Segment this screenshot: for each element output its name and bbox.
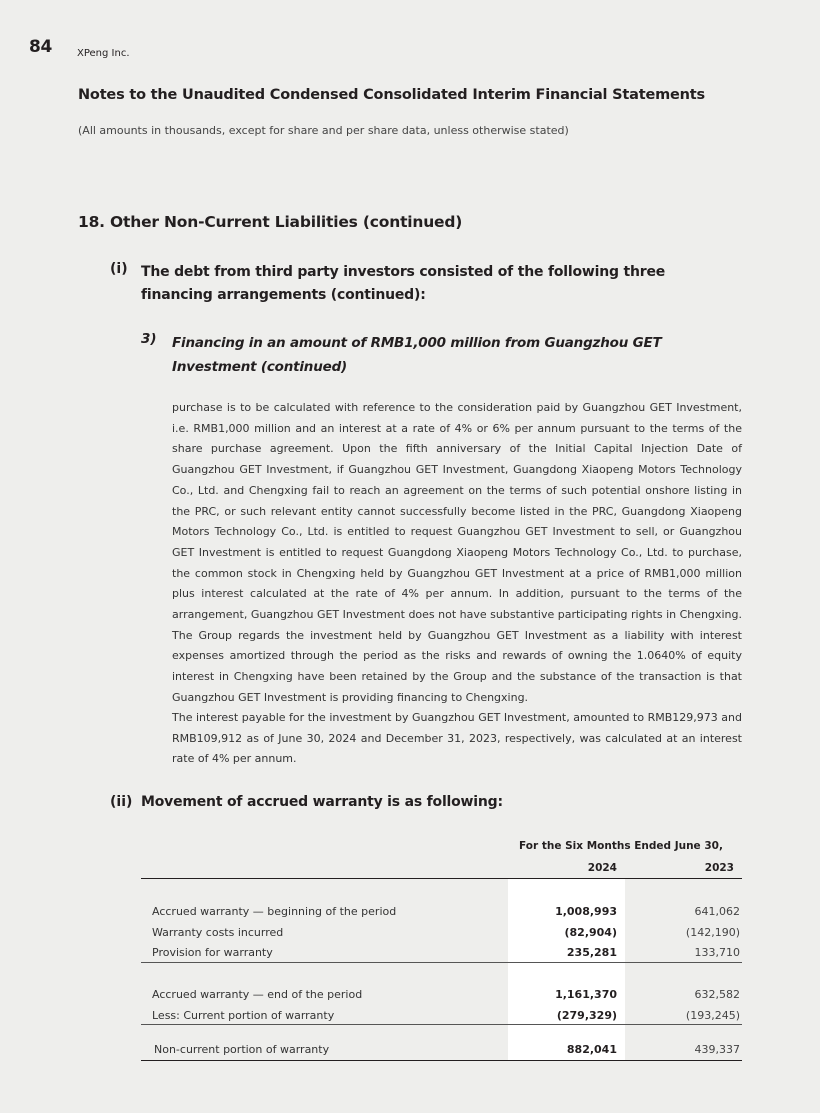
item-3-label: 3) xyxy=(141,331,157,347)
table-cell-2024: 235,281 xyxy=(566,946,617,959)
item-3-heading: Financing in an amount of RMB1,000 million from Guangzhou GET Investment (continued) xyxy=(172,335,662,375)
table-cell-2023: 641,062 xyxy=(694,905,740,918)
table-header-rule xyxy=(141,878,742,879)
table-total-rule xyxy=(141,1060,742,1061)
table-cell-2023: 439,337 xyxy=(694,1043,740,1056)
section-heading: 18. Other Non-Current Liabilities (continued) xyxy=(78,213,463,231)
table-cell-2024: 1,008,993 xyxy=(555,905,617,918)
table-subtotal-rule xyxy=(141,1024,742,1025)
table-cell-2024: 1,161,370 xyxy=(555,988,617,1001)
column-header-2024: 2024 xyxy=(587,862,617,874)
subsection-ii-label: (ii) xyxy=(110,794,133,810)
amounts-note: (All amounts in thousands, except for share and per share data, unless otherwise stated) xyxy=(78,124,569,137)
table-cell-2024: (82,904) xyxy=(564,926,617,939)
table-row-label: Accrued warranty — end of the period xyxy=(152,988,363,1001)
column-header-2023: 2023 xyxy=(704,862,734,874)
subsection-i-heading: The debt from third party investors consisted of the following three financing arrangements (continued): xyxy=(141,264,666,303)
page-number: 84 xyxy=(29,37,53,57)
table-cell-2023: (193,245) xyxy=(685,1009,740,1022)
table-cell-2023: (142,190) xyxy=(685,926,740,939)
table-cell-2024: 882,041 xyxy=(566,1043,617,1056)
table-subtotal-rule xyxy=(141,962,742,963)
page-title: Notes to the Unaudited Condensed Consolidated Interim Financial Statements xyxy=(78,87,705,103)
table-row-label: Less: Current portion of warranty xyxy=(152,1009,335,1022)
table-cell-2023: 632,582 xyxy=(694,988,740,1001)
company-name: XPeng Inc. xyxy=(77,48,130,59)
table-cell-2023: 133,710 xyxy=(694,946,740,959)
table-cell-2024: (279,329) xyxy=(556,1009,617,1022)
body-paragraph: The interest payable for the investment by Guangzhou GET Investment, amounted to RMB129,973 and RMB109,912 as of June 30, 2024 and December 31, 2023, respectively, was calculated at an interest rate of 4% per annum. xyxy=(172,711,742,766)
body-paragraph: purchase is to be calculated with reference to the consideration paid by Guangzhou GET Investment, i.e. RMB1,000 million and an interest at a rate of 4% or 6% per annum pursuant to the terms of the share purchase agreement. Upon the fifth anniversary of the Initial Capital Injection Date of Guangzhou GET Investment, if Guangzhou GET Investment, Guangdong Xiaopeng Motors Technology Co., Ltd. and Chengxing fail to reach an agreement on the terms of such potential onshore listing in the PRC, or such relevant entity cannot successfully become listed in the PRC, Guangdong Xiaopeng Motors Technology Co., Ltd. is entitled to request Guangzhou GET Investment to sell, or Guangzhou GET Investment is entitled to request Guangdong Xiaopeng Motors Technology Co., Ltd. to purchase, the common stock in Chengxing held by Guangzhou GET Investment at a price of RMB1,000 million plus interest calculated at the rate of 4% per annum. In addition, pursuant to the terms of the arrangement, Guangzhou GET Investment does not have substantive participating rights in Chengxing. The Group regards the investment held by Guangzhou GET Investment as a liability with interest expenses amortized through the period as the risks and rewards of owning the 1.0640% of equity interest in Chengxing have been retained by the Group and the substance of the transaction is that Guangzhou GET Investment is providing financing to Chengxing. xyxy=(172,401,742,704)
subsection-i-label: (i) xyxy=(110,261,128,277)
table-period-header: For the Six Months Ended June 30, xyxy=(519,840,723,852)
table-row-label: Provision for warranty xyxy=(152,946,273,959)
table-row-label: Accrued warranty — beginning of the period xyxy=(152,905,397,918)
subsection-ii-heading: Movement of accrued warranty is as following: xyxy=(141,794,503,810)
table-row-label: Non-current portion of warranty xyxy=(154,1043,330,1056)
table-row-label: Warranty costs incurred xyxy=(152,926,284,939)
